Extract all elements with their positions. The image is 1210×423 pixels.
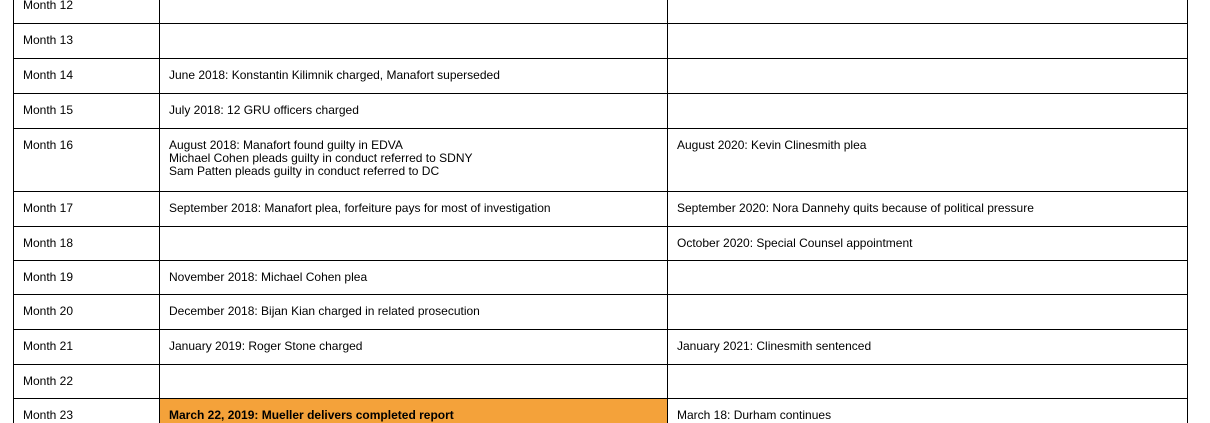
mueller-event-text: December 2018: Bijan Kian charged in related prosecution xyxy=(169,304,480,318)
table-row xyxy=(14,261,1188,295)
month-cell[interactable]: Month 14 xyxy=(14,59,160,94)
table-row xyxy=(14,94,1188,129)
mueller-cell[interactable] xyxy=(160,94,668,129)
table-row xyxy=(14,399,1188,423)
table-row xyxy=(14,365,1188,399)
durham-event-text: March 18: Durham continues xyxy=(677,408,832,422)
durham-cell[interactable] xyxy=(668,295,1188,330)
table-row xyxy=(14,24,1188,59)
durham-cell[interactable] xyxy=(668,59,1188,94)
table-row xyxy=(14,59,1188,94)
durham-event-text: August 2020: Kevin Clinesmith plea xyxy=(677,138,867,152)
mueller-cell[interactable] xyxy=(160,59,668,94)
durham-cell[interactable] xyxy=(668,0,1188,24)
table-row xyxy=(14,227,1188,261)
mueller-cell[interactable] xyxy=(160,365,668,399)
durham-cell[interactable] xyxy=(668,330,1188,365)
month-cell[interactable]: Month 18 xyxy=(14,227,160,261)
mueller-cell[interactable] xyxy=(160,227,668,261)
month-cell[interactable]: Month 17 xyxy=(14,192,160,227)
month-cell[interactable]: Month 13 xyxy=(14,24,160,59)
durham-event-text: September 2020: Nora Dannehy quits because of political pressure xyxy=(677,201,1034,215)
mueller-event-text: Sam Patten pleads guilty in conduct referred to DC xyxy=(169,164,440,178)
mueller-event-text: Michael Cohen pleads guilty in conduct referred to SDNY xyxy=(169,151,473,165)
mueller-cell[interactable] xyxy=(160,129,668,192)
month-cell[interactable]: Month 23 xyxy=(14,399,160,423)
durham-cell[interactable] xyxy=(668,227,1188,261)
month-cell[interactable]: Month 22 xyxy=(14,365,160,399)
durham-cell[interactable] xyxy=(668,192,1188,227)
month-cell[interactable]: Month 20 xyxy=(14,295,160,330)
mueller-cell[interactable] xyxy=(160,0,668,24)
durham-cell[interactable] xyxy=(668,365,1188,399)
month-cell[interactable]: Month 16 xyxy=(14,129,160,192)
month-cell[interactable]: Month 19 xyxy=(14,261,160,295)
mueller-cell[interactable] xyxy=(160,261,668,295)
durham-cell[interactable] xyxy=(668,261,1188,295)
mueller-event-text: August 2018: Manafort found guilty in EDVA xyxy=(169,138,403,152)
durham-event-text: October 2020: Special Counsel appointment xyxy=(677,236,913,250)
mueller-event-text: September 2018: Manafort plea, forfeiture pays for most of investigation xyxy=(169,201,551,215)
mueller-event-text: November 2018: Michael Cohen plea xyxy=(169,270,368,284)
mueller-event-text: June 2018: Konstantin Kilimnik charged, Manafort superseded xyxy=(169,68,500,82)
mueller-cell[interactable] xyxy=(160,192,668,227)
timeline-body xyxy=(14,0,1188,423)
mueller-event-text: March 22, 2019: Mueller delivers completed report xyxy=(169,408,454,422)
mueller-cell[interactable] xyxy=(160,330,668,365)
mueller-cell[interactable] xyxy=(160,295,668,330)
month-cell[interactable]: Month 12 xyxy=(14,0,160,24)
table-row xyxy=(14,0,1188,24)
mueller-event-text: January 2019: Roger Stone charged xyxy=(169,339,363,353)
table-row xyxy=(14,192,1188,227)
mueller-cell[interactable] xyxy=(160,24,668,59)
table-row xyxy=(14,129,1188,192)
durham-cell[interactable] xyxy=(668,24,1188,59)
durham-cell[interactable] xyxy=(668,399,1188,423)
mueller-cell[interactable] xyxy=(160,399,668,423)
durham-event-text: January 2021: Clinesmith sentenced xyxy=(677,339,872,353)
month-cell[interactable]: Month 15 xyxy=(14,94,160,129)
timeline-table xyxy=(13,0,1188,423)
table-row xyxy=(14,330,1188,365)
month-cell[interactable]: Month 21 xyxy=(14,330,160,365)
durham-cell[interactable] xyxy=(668,94,1188,129)
table-row xyxy=(14,295,1188,330)
durham-cell[interactable] xyxy=(668,129,1188,192)
mueller-event-text: July 2018: 12 GRU officers charged xyxy=(169,103,359,117)
